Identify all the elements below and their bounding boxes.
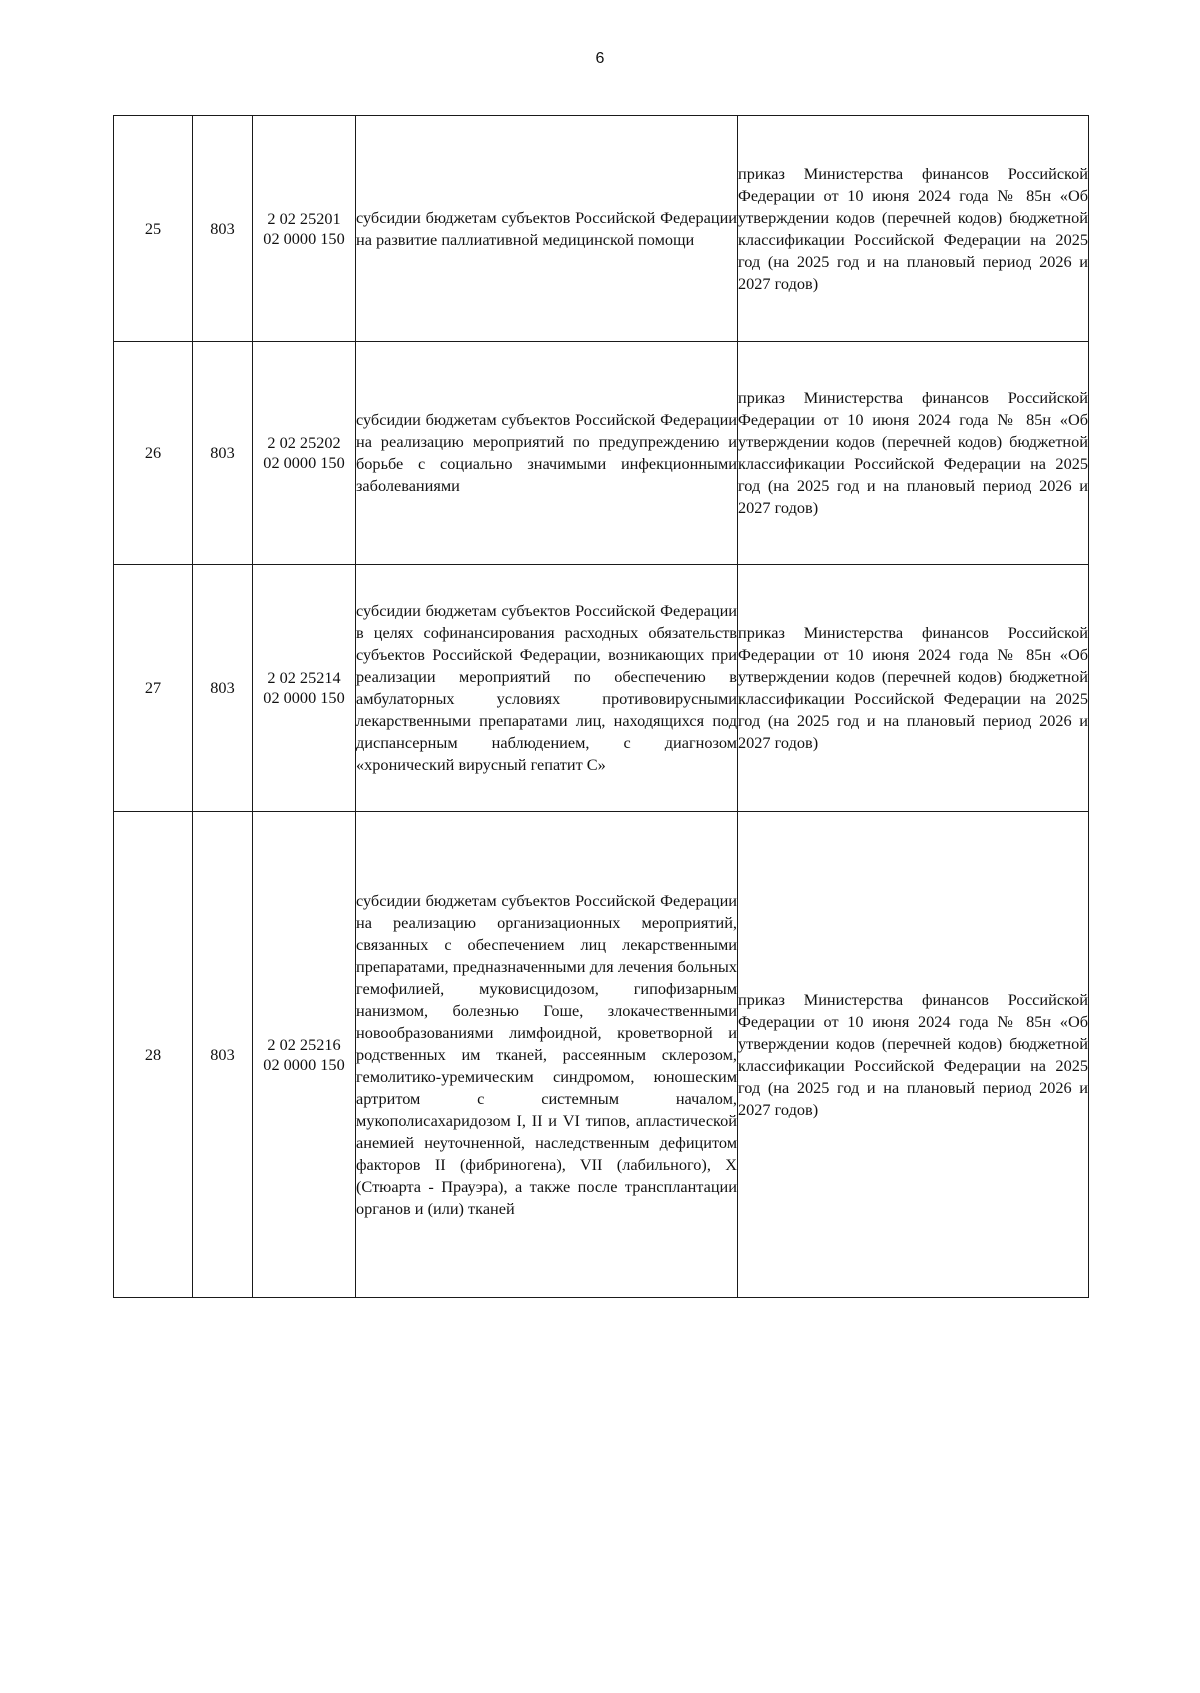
table-row [114,812,1089,1298]
row-number-cell: 26 [114,342,193,565]
budget-revenue-table [113,115,1089,1298]
code-line-1: 2 02 25214 [267,668,341,687]
row-number-cell: 28 [114,812,193,1298]
table-row [114,116,1089,342]
revenue-name-cell: субсидии бюджетам субъектов Российской Федерации на развитие паллиативной медицинской помощи [356,116,738,342]
legal-basis-cell: приказ Министерства финансов Российской Федерации от 10 июня 2024 года № 85н «Об утверждении кодов (перечней кодов) бюджетной классификации Российской Федерации на 2025 год (на 2025 год и на плановый период 2026 и 2027 годов) [738,812,1089,1298]
code-line-2: 02 0000 150 [263,688,345,707]
legal-basis-cell: приказ Министерства финансов Российской Федерации от 10 июня 2024 года № 85н «Об утверждении кодов (перечней кодов) бюджетной классификации Российской Федерации на 2025 год (на 2025 год и на плановый период 2026 и 2027 годов) [738,565,1089,812]
code-line-1: 2 02 25201 [267,208,341,228]
administrator-code-cell: 803 [193,812,253,1298]
row-number-cell: 27 [114,565,193,812]
code-line-2: 02 0000 150 [263,1054,345,1074]
administrator-code-cell: 803 [193,116,253,342]
revenue-name-cell: субсидии бюджетам субъектов Российской Федерации на реализацию организационных мероприятий, связанных с обеспечением лиц лекарственными препаратами, предназначенными для лечения больных гемофилией, муковисцидозом, гипофизарным нанизмом, болезнью Гоше, злокачественными новообразованиями лимфоидной, кроветворной и родственных им тканей, рассеянным склерозом, гемолитико-уремическим синдромом, юношеским артритом с системным началом, мукополисахаридозом I, II и VI типов, апластической анемией неуточненной, наследственным дефицитом факторов II (фибриногена), VII (лабильного), X (Стюарта - Прауэра), а также после трансплантации органов и (или) тканей [356,812,738,1298]
code-line-1: 2 02 25216 [267,1034,341,1054]
legal-basis-cell: приказ Министерства финансов Российской Федерации от 10 июня 2024 года № 85н «Об утверждении кодов (перечней кодов) бюджетной классификации Российской Федерации на 2025 год (на 2025 год и на плановый период 2026 и 2027 годов) [738,342,1089,565]
administrator-code-cell: 803 [193,565,253,812]
revenue-name-cell: субсидии бюджетам субъектов Российской Федерации на реализацию мероприятий по предупреждению и борьбе с социально значимыми инфекционными заболеваниями [356,342,738,565]
budget-classification-code-cell [253,342,356,565]
revenue-name-cell: субсидии бюджетам субъектов Российской Федерации в целях софинансирования расходных обязательств субъектов Российской Федерации, возникающих при реализации мероприятий по обеспечению в амбулаторных условиях противовирусными лекарственными препаратами лиц, находящихся под диспансерным наблюдением, с диагнозом «хронический вирусный гепатит С» [356,565,738,812]
budget-classification-code-cell [253,812,356,1298]
page-number: 6 [595,50,605,67]
code-line-1: 2 02 25202 [267,433,341,452]
budget-classification-code-cell [253,116,356,342]
legal-basis-cell: приказ Министерства финансов Российской Федерации от 10 июня 2024 года № 85н «Об утверждении кодов (перечней кодов) бюджетной классификации Российской Федерации на 2025 год (на 2025 год и на плановый период 2026 и 2027 годов) [738,116,1089,342]
row-number-cell: 25 [114,116,193,342]
table-row [114,565,1089,812]
administrator-code-cell: 803 [193,342,253,565]
code-line-2: 02 0000 150 [263,453,345,472]
code-line-2: 02 0000 150 [263,228,345,248]
budget-classification-code-cell [253,565,356,812]
table-row [114,342,1089,565]
